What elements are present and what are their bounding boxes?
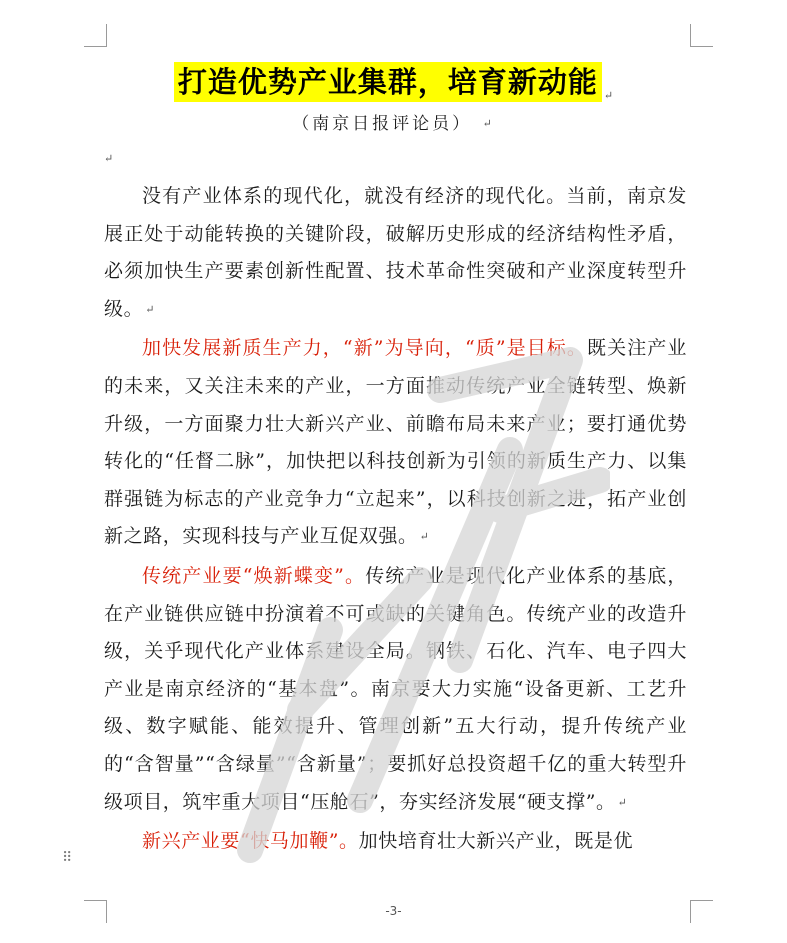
paragraph-mark: ↵ bbox=[145, 302, 156, 316]
paragraph-2-lead: 加快发展新质生产力，“新”为导向，“质”是目标。 bbox=[142, 337, 588, 360]
paragraph-2[interactable] bbox=[104, 330, 687, 556]
paragraph-4-text: 加快培育壮大新兴产业，既是优 bbox=[358, 830, 634, 853]
paragraph-4-lead: 新兴产业要“快马加鞭”。 bbox=[142, 830, 359, 853]
paragraph-3-text: 传统产业是现代化产业体系的基底，在产业链供应链中扮演着不可或缺的关键角色。传统产业的改造升级，关乎现代化产业体系建设全局。钢铁、石化、汽车、电子四大产业是南京经济的“基本盘”。南京要大力实施“设备更新、工艺升级、数字赋能、能效提升、管理创新”五大行动，提升传统产业的“含智量”“含绿量”“含新量”；要抓好总投资超千亿的重大转型升级项目，筑牢重大项目“压舱石”，夯实经济发展“硬支撑”。 bbox=[104, 564, 687, 813]
paragraph-mark: ↵ bbox=[482, 117, 495, 130]
document-subtitle[interactable]: （南京日报评论员） bbox=[292, 114, 473, 134]
paragraph-1-text: 没有产业体系的现代化，就没有经济的现代化。当前，南京发展正处于动能转换的关键阶段，破解历史形成的经济结构性矛盾，必须加快生产要素创新性配置、技术革命性突破和产业深度转型升级。 bbox=[104, 185, 687, 320]
paragraph-4[interactable] bbox=[104, 823, 687, 861]
paragraph-3-lead: 传统产业要“焕新蝶变”。 bbox=[142, 564, 366, 587]
paragraph-2-text: 既关注产业的未来，又关注未来的产业，一方面推动传统产业全链转型、焕新升级，一方面聚力壮大新兴产业、前瞻布局未来产业；要打通优势转化的“任督二脉”，加快把以科技创新为引领的新质生产力、以集群强链为标志的产业竞争力“立起来”，以科技创新之进，拓产业创新之路，实现科技与产业互促双强。 bbox=[104, 337, 687, 548]
paragraph-mark: ↵ bbox=[603, 89, 614, 102]
paragraph-mark: ↵ bbox=[617, 795, 628, 809]
paragraph-mark: ↵ bbox=[419, 530, 430, 544]
title-line bbox=[0, 62, 787, 102]
page-number: -3- bbox=[385, 904, 402, 918]
document-title[interactable]: 打造优势产业集群，培育新动能 bbox=[174, 62, 602, 102]
document-body bbox=[104, 178, 687, 863]
drag-handle-icon[interactable]: ⠿ bbox=[62, 850, 73, 866]
paragraph-3[interactable] bbox=[104, 558, 687, 821]
paragraph-1[interactable] bbox=[104, 178, 687, 328]
subtitle-line bbox=[0, 112, 787, 136]
empty-paragraph-mark: ↵ bbox=[104, 152, 114, 165]
